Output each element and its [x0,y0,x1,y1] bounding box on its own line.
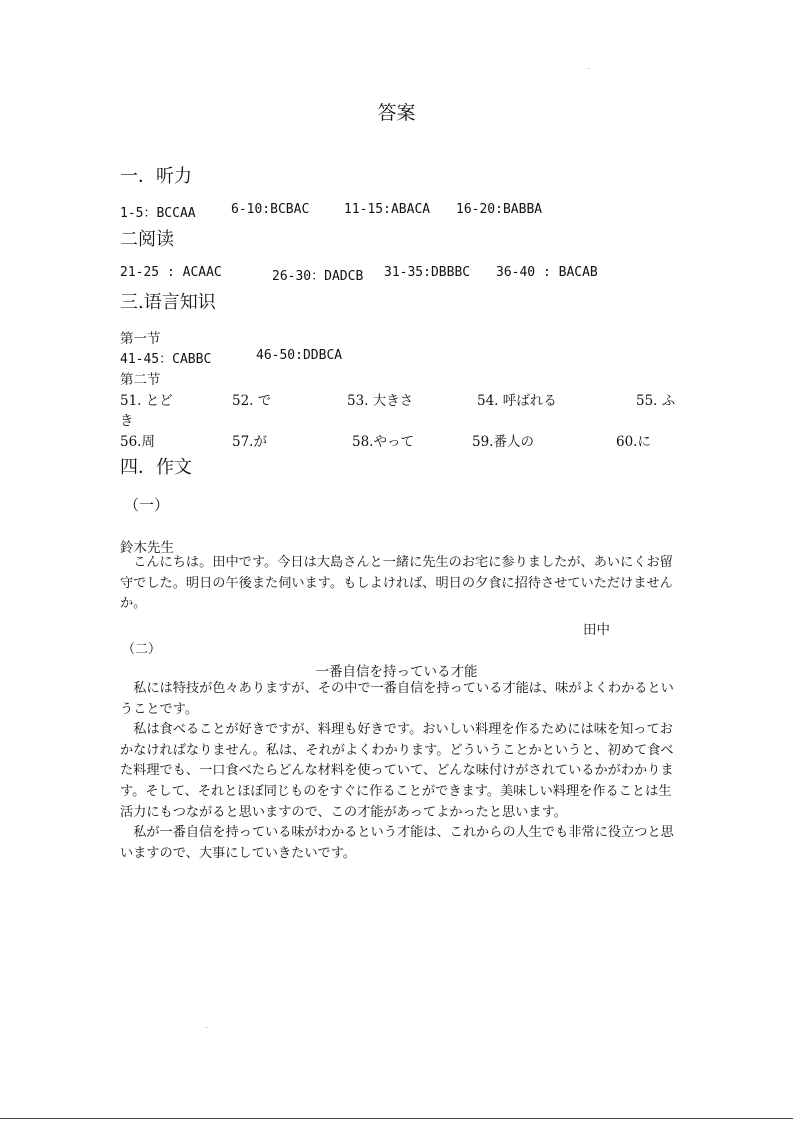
essay-title: 一番自信を持っている才能 [315,664,478,680]
fill-answer-58: 58.やって [352,434,414,450]
listening-heading: 一．听力 [120,166,192,187]
scan-dot [206,1027,207,1028]
writing-part2-label: （二） [122,642,162,657]
letter-signature: 田中 [583,622,610,638]
fill-answer-52: 52. で [232,393,272,409]
listening-answer-3: 11-15:ABACA [344,202,431,217]
language-answer-2: 46-50:DDBCA [256,348,343,363]
fill-answer-56: 56.周 [120,434,155,450]
language-heading: 三.语言知识 [120,292,216,313]
page-bottom-rule [0,1118,793,1119]
essay-paragraph: 私は食べることが好きですが、料理も好きです。おいしい料理を作るためには味を知っておかなければなりません。私は、それがよくわかります。どういうことかというと、初めて食べた料理でも、一口食べたらどんな材料を使っていて、どんな味付けがされているかがわかります。そして、それとほぼ同じものをすぐに作ることができます。美味しい料理を作ることは生活力にもつながると思いますので、この才能があってよかったと思います。 [120,722,674,820]
listening-answer-2: 6-10:BCBAC [231,202,310,217]
letter-text: こんにちは。田中です。今日は大島さんと一緒に先生のお宅に参りましたが、あいにくお留守でした。明日の午後また伺います。もしよければ、明日の夕食に招待させていただけませんか。 [120,555,673,612]
part1-label: 第一节 [120,331,161,347]
reading-answer-4: 36-40 : BACAB [496,265,598,280]
listening-answer-4: 16-20:BABBA [456,202,543,217]
reading-heading: 二阅读 [120,229,174,250]
essay-body [120,679,676,864]
reading-answer-2: 26-30：DADCB [272,269,364,284]
listening-answer-1: 1-5：BCCAA [120,206,196,221]
essay-paragraph: 私には特技が色々ありますが、その中で一番自信を持っている才能は、味がよくわかるということです。 [120,681,674,717]
writing-part1-label: （一） [124,496,170,514]
fill-answer-55-wrap: き [120,413,134,429]
reading-answer-3: 31-35:DBBBC [384,265,471,280]
fill-answer-53: 53. 大きさ [347,393,414,409]
part2-label: 第二节 [120,372,161,388]
language-answer-1: 41-45：CABBC [120,352,212,367]
scan-dot [588,68,589,69]
page-title: 答案 [377,102,416,124]
fill-answer-51: 51. とど [120,393,173,409]
fill-answer-57: 57.が [232,434,267,450]
fill-answer-55: 55. ふ [636,393,676,409]
fill-answer-59: 59.番人の [472,434,534,450]
writing-heading: 四．作文 [120,457,192,478]
reading-answer-1: 21-25 : ACAAC [120,265,222,280]
fill-answer-54: 54. 呼ばれる [477,393,557,409]
essay-paragraph: 私が一番自信を持っている味がわかるという才能は、これからの人生でも非常に役立つと思いますので、大事にしていきたいです。 [120,825,674,861]
fill-answer-60: 60.に [616,434,651,450]
letter-body [120,553,676,615]
letter-salutation: 鈴木先生 [120,540,174,556]
